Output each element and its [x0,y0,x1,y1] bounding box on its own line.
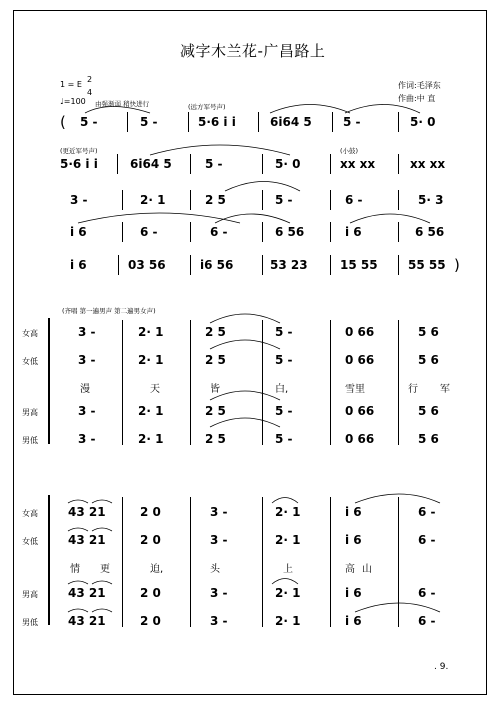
note-measure: 5 - [275,353,293,367]
note-measure: 2· 1 [138,325,164,339]
note-measure: 5 6 [418,353,439,367]
song-title: 减字木兰花-广昌路上 [180,42,326,60]
barline [122,320,123,445]
slur [210,391,280,400]
intro-measure: 03 56 [128,258,166,272]
lyric: 情 [70,564,80,575]
note-measure: 5 6 [418,404,439,418]
note-measure: i 6 [345,533,362,547]
intro-measure: 5 - [205,157,223,171]
note-measure: 5 - [275,432,293,446]
slur [85,107,150,114]
voice-label: 女低 [22,537,38,546]
slur [210,340,280,349]
intro-measure: 6 - [140,225,158,239]
system-bracket [48,318,50,444]
barline [190,320,191,445]
note-measure: 6 - [418,533,436,547]
note-measure: 43 21 [68,505,106,519]
note-measure: 3 - [210,505,228,519]
key-signature: 1 = E [60,80,82,89]
intro-measure: 5·6 i i [198,115,236,129]
note-measure: 2 0 [140,614,161,628]
lyric: 头 [210,564,220,575]
barline [398,497,399,627]
intro-measure: 5· 3 [418,193,444,207]
intro-measure: 3 - [70,193,88,207]
time-signature-bottom: 4 [87,88,93,97]
note-measure: 0 66 [345,432,375,446]
annotation-horn-far: (远方军号声) [188,103,226,111]
note-measure: 0 66 [345,404,375,418]
note-measure: 2· 1 [138,353,164,367]
annotation-chorus: (齐唱 第一遍男声 第二遍男女声) [62,307,156,315]
note-measure: 2 5 [205,353,226,367]
lyric: 行 [408,384,418,395]
barline [190,497,191,627]
intro-open-paren: ( [60,113,66,131]
note-measure: 2· 1 [138,432,164,446]
intro-measure: 55 55 [408,258,446,272]
lyric: 上 [283,564,293,575]
lyric: 皆 [210,384,220,395]
barline [398,320,399,445]
lyric: 高 [345,564,355,575]
lyric: 漫 [80,384,90,395]
note-measure: i 6 [345,614,362,628]
note-measure: 2· 1 [275,533,301,547]
intro-measure: 6 56 [275,225,305,239]
note-measure: 3 - [210,533,228,547]
slur [225,182,300,192]
voice-label: 男高 [22,408,38,417]
intro-measure: 5·6 i i [60,157,98,171]
note-measure: 2· 1 [138,404,164,418]
note-measure: 5 - [275,404,293,418]
time-signature-top: 2 [87,75,93,84]
note-measure: 2 0 [140,505,161,519]
lyric: 迫, [150,564,164,575]
voice-label: 男高 [22,590,38,599]
tempo-note: 由强渐弱 稍快进行 [95,100,150,108]
intro-measure: 6 - [210,225,228,239]
voice-label: 男低 [22,436,38,445]
note-measure: 43 21 [68,614,106,628]
intro-measure: i 6 [70,225,87,239]
note-measure: i 6 [345,586,362,600]
voice-label: 女低 [22,357,38,366]
voice-label: 女高 [22,509,38,518]
barline [122,497,123,627]
note-measure: 2 5 [205,325,226,339]
system-bracket [48,495,50,625]
note-measure: 2· 1 [275,505,301,519]
note-measure: 43 21 [68,533,106,547]
intro-measure: 53 23 [270,258,308,272]
intro-measure: 2 5 [205,193,226,207]
note-measure: 0 66 [345,353,375,367]
note-measure: 3 - [78,353,96,367]
slur [270,105,350,114]
note-measure: 2· 1 [275,614,301,628]
intro-measure: xx xx [340,157,376,171]
note-measure: 3 - [210,586,228,600]
lyric: 白, [275,384,289,395]
intro-measure: 5· 0 [410,115,436,129]
slur [210,418,280,427]
lyric: 山 [362,564,372,575]
note-measure: 2 0 [140,533,161,547]
lyric: 天 [150,384,160,395]
composer: 作曲:中 直 [398,94,436,103]
annotation-horn-near: (更近军号声) [60,147,98,155]
note-measure: 3 - [78,432,96,446]
note-measure: 3 - [210,614,228,628]
note-measure: 2 5 [205,432,226,446]
annotation-drum: (小鼓) [340,147,359,155]
intro-measure: xx xx [410,157,446,171]
intro-measure: i6 56 [200,258,234,272]
intro-measure: 5 - [80,115,98,129]
barline [330,497,331,627]
intro-measure: 5· 0 [275,157,301,171]
intro-measure: 6i64 5 [270,115,312,129]
intro-measure: 5 - [343,115,361,129]
tempo-marking: ♩=100 [60,97,86,106]
slur [78,213,240,223]
note-measure: 5 6 [418,432,439,446]
slur [150,145,290,155]
note-measure: i 6 [345,505,362,519]
note-measure: 2 5 [205,404,226,418]
note-measure: 6 - [418,505,436,519]
note-measure: 3 - [78,325,96,339]
note-measure: 3 - [78,404,96,418]
note-measure: 0 66 [345,325,375,339]
slur [210,314,280,323]
intro-measure: 15 55 [340,258,378,272]
lyric: 更 [100,564,110,575]
barline [262,497,263,627]
note-measure: 5 6 [418,325,439,339]
slur [350,214,430,223]
page-number: . 9. [434,662,449,672]
slur [345,105,420,114]
slur [215,214,290,223]
note-measure: 5 - [275,325,293,339]
intro-measure: 5 - [140,115,158,129]
note-measure: 2 0 [140,586,161,600]
barline [330,320,331,445]
intro-measure: 6 - [345,193,363,207]
intro-close-paren: ) [454,256,460,274]
lyric: 军 [440,384,450,395]
voice-label: 男低 [22,618,38,627]
barline [262,320,263,445]
intro-measure: 5 - [275,193,293,207]
note-measure: 6 - [418,614,436,628]
lyricist: 作词:毛泽东 [398,81,441,90]
intro-measure: 6i64 5 [130,157,172,171]
intro-measure: i 6 [345,225,362,239]
intro-measure: i 6 [70,258,87,272]
note-measure: 2· 1 [275,586,301,600]
intro-measure: 6 56 [415,225,445,239]
lyric: 雪里 [345,384,365,395]
voice-label: 女高 [22,329,38,338]
note-measure: 43 21 [68,586,106,600]
note-measure: 6 - [418,586,436,600]
intro-measure: 2· 1 [140,193,166,207]
